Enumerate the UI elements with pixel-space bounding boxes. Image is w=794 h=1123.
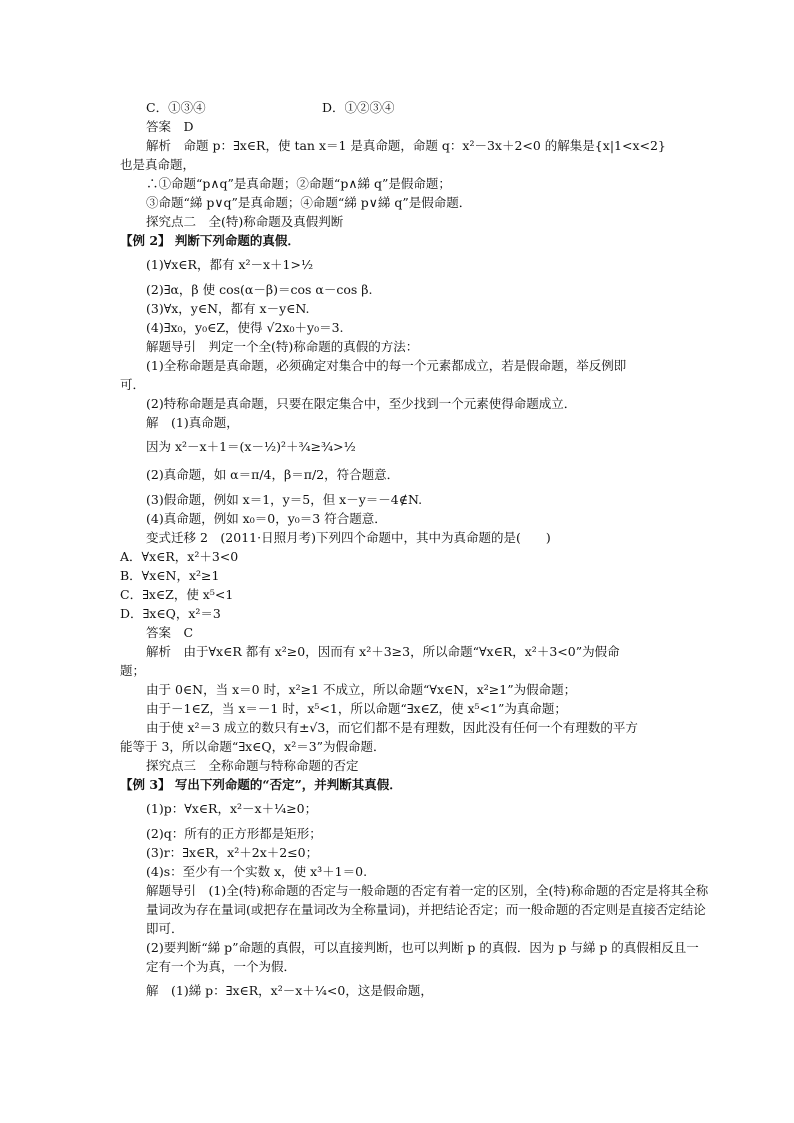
document-page [120,98,710,1006]
analysis-cont: 题； [120,663,146,678]
guide-paragraph: 解题导引 (1)全(特)称命题的否定与一般命题的否定有着一定的区别，全(特)称命题的否定是将其全称量词改为存在量词(或把存在量词改为全称量词)，并把结论否定；而一般命题的否定则是直接否定结论即可． [146,883,709,936]
text-line: 因为 x²－x＋1＝(x－½)²＋¾≥¾>½ [146,439,356,454]
section-heading: 探究点二 全(特)称命题及真假判断 [146,214,344,229]
text-line: (1)∀x∈R，都有 x²－x＋1>½ [146,257,314,272]
guide-paragraph: (2)要判断“綈 p”命题的真假，可以直接判断，也可以判断 p 的真假．因为 p 与綈 p 的真假相反且一定有一个为真，一个为假． [146,940,699,974]
solution-line: 解 (1)真命题， [146,415,239,430]
analysis-line: 解析 命题 p：∃x∈R，使 tan x＝1 是真命题，命题 q：x²－3x＋2<0 的解集是{x|1<x<2} [146,138,666,153]
text-line: (3)∀x，y∈N，都有 x－y∈N. [146,301,310,316]
answer-line: 答案 C [146,625,194,640]
text-line: (4)真命题，例如 x₀＝0，y₀＝3 符合题意． [146,511,387,526]
variant-heading: 变式迁移 2 (2011·日照月考)下列四个命题中，其中为真命题的是( ) [146,530,551,545]
option-a: A．∀x∈R，x²＋3<0 [120,549,239,564]
example-heading: 【例 3】 写出下列命题的“否定”，并判断其真假． [120,777,402,792]
option-b: B．∀x∈N，x²≥1 [120,568,220,583]
text-line: 由于－1∈Z，当 x＝－1 时，x⁵<1，所以命题“∃x∈Z，使 x⁵<1”为真命题； [146,701,567,716]
text-line: 由于使 x²＝3 成立的数只有±√3，而它们都不是有理数，因此没有任何一个有理数的平方 [146,720,638,735]
text-line: (4)s：至少有一个实数 x，使 x³＋1＝0. [146,864,368,879]
text-line: ③命题“綈 p∨q”是真命题；④命题“綈 p∨綈 q”是假命题． [146,195,472,210]
guide-line: 解题导引 判定一个全(特)称命题的真假的方法： [146,339,419,354]
text-line: 能等于 3，所以命题“∃x∈Q，x²＝3”为假命题． [120,739,386,754]
text-line: (1)全称命题是真命题，必须确定对集合中的每一个元素都成立，若是假命题，举反例即 [146,358,627,373]
answer-line: 答案 D [146,119,194,134]
example-heading: 【例 2】 判断下列命题的真假． [120,233,300,248]
analysis-line: 解析 由于∀x∈R 都有 x²≥0，因而有 x²＋3≥3，所以命题“∀x∈R，x²＋3<0”为假命 [146,644,620,659]
text-line: (2)特称命题是真命题，只要在限定集合中，至少找到一个元素使得命题成立． [146,396,577,411]
text-line: (2)真命题，如 α＝π/4，β＝π/2，符合题意． [146,467,400,482]
text-line: (1)p：∀x∈R，x²－x＋¼≥0； [146,801,318,816]
text-line: (2)q：所有的正方形都是矩形； [146,826,322,841]
text-line: 可． [120,377,146,392]
option-d: D．①②③④ [322,100,395,115]
option-d: D．∃x∈Q，x²＝3 [120,606,221,621]
solution-line: 解 (1)綈 p：∃x∈R，x²－x＋¼<0，这是假命题， [146,983,433,998]
analysis-cont: 也是真命题， [120,157,196,172]
text-line: 由于 0∈N，当 x＝0 时，x²≥1 不成立，所以命题“∀x∈N，x²≥1”为假命题； [146,682,577,697]
section-heading: 探究点三 全称命题与特称命题的否定 [146,758,359,773]
text-line: ∴①命题“p∧q”是真命题；②命题“p∧綈 q”是假命题； [146,176,451,191]
text-line: (4)∃x₀，y₀∈Z，使得 √2x₀＋y₀＝3. [146,320,344,335]
text-line: (2)∃α，β 使 cos(α－β)＝cos α－cos β. [146,282,373,297]
option-c: C．∃x∈Z，使 x⁵<1 [120,587,234,602]
option-c: C．①③④ [146,100,206,115]
text-line: (3)假命题，例如 x＝1，y＝5，但 x－y＝－4∉N. [146,492,423,507]
option-row-cd [120,98,710,117]
text-line: (3)r：∃x∈R，x²＋2x＋2≤0； [146,845,319,860]
